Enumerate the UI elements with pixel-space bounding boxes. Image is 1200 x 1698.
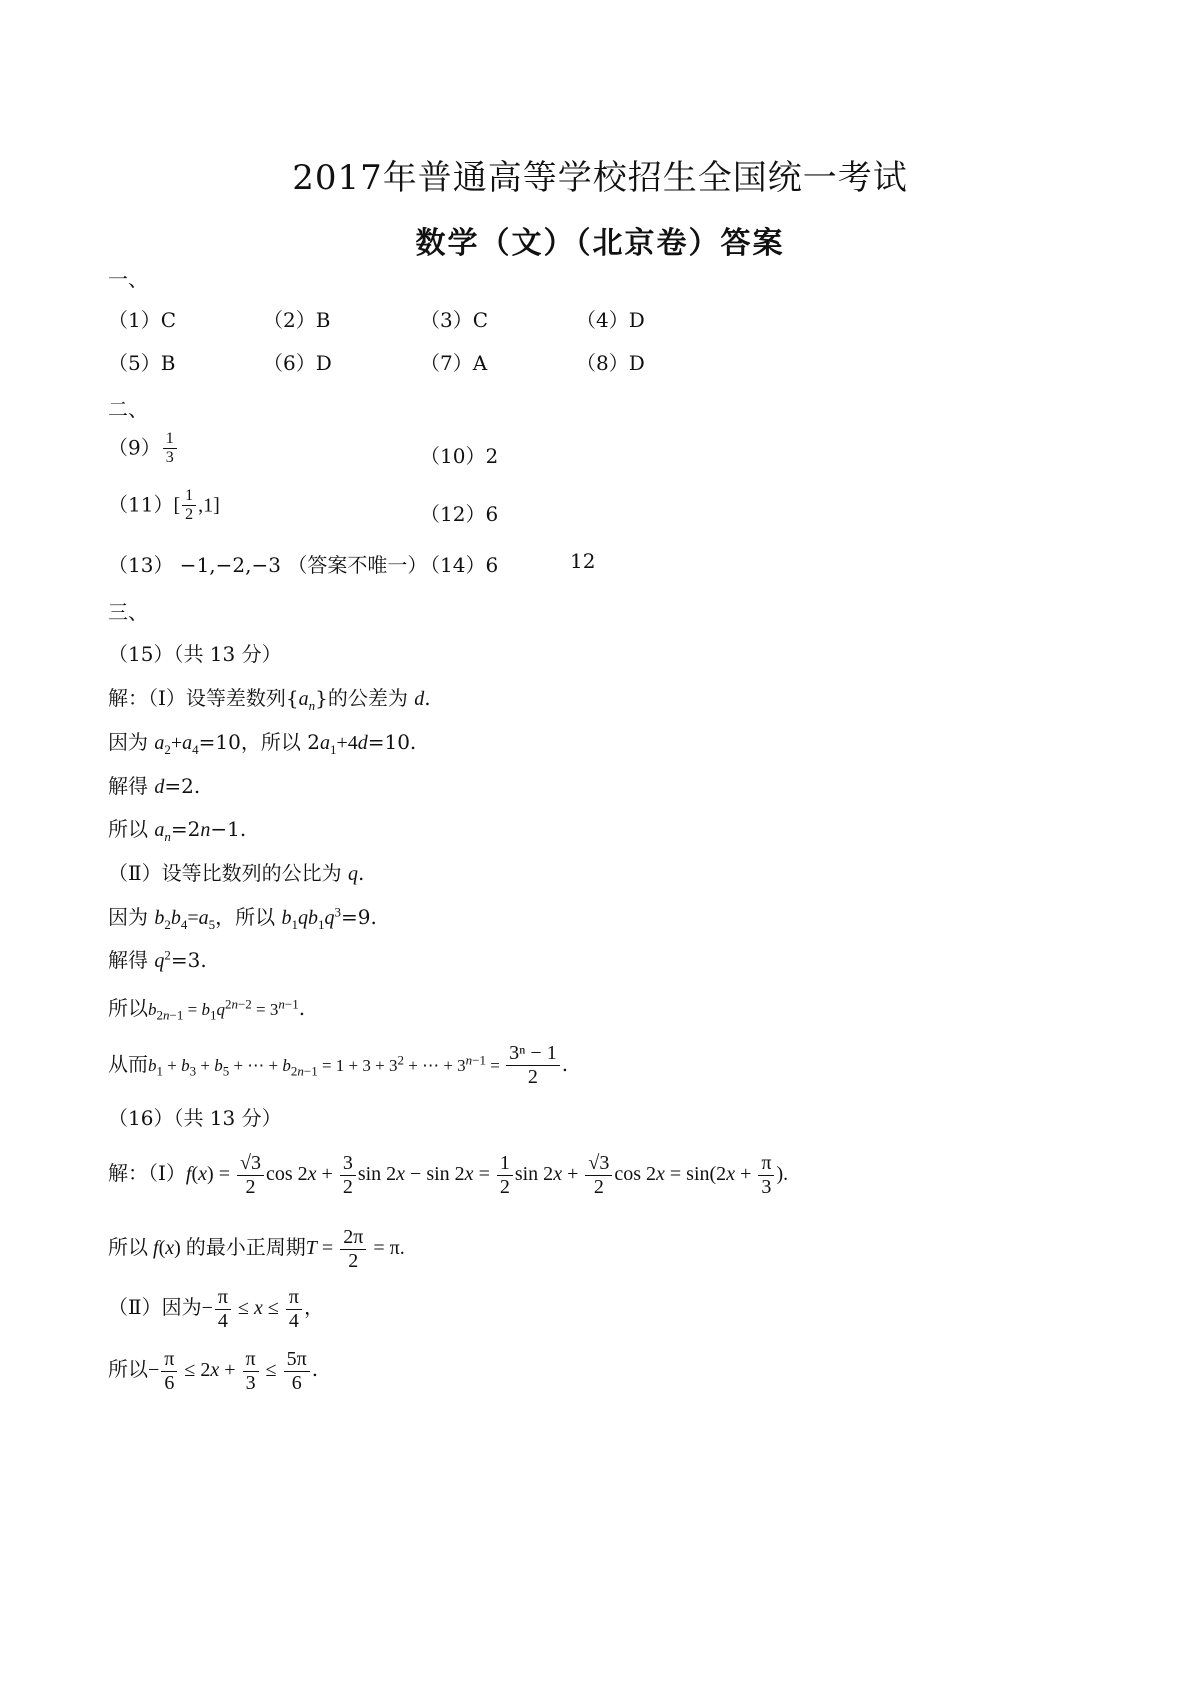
q16-line-2: 所以 f(x) 的最小正周期T = $\frac{2\pi}{2}$ = π. [108, 1226, 405, 1272]
q16-header: （16）（共 13 分） [108, 1106, 282, 1130]
page-subtitle: 数学（文）（北京卷）答案 [415, 226, 785, 261]
q15-line-5: （Ⅱ）设等比数列的公比为 q. [108, 861, 365, 885]
text: . [357, 861, 365, 885]
answer-4: （4）D [576, 308, 645, 332]
interval-close: ,1] [198, 494, 220, 517]
q16-line-4: 所以− $\frac{\pi}{6}$ ≤ 2x + $\frac{\pi}{3}$ ≤ $\frac{5\pi}{6}$ . [108, 1348, 319, 1394]
text: =10，所以 2 [198, 730, 320, 754]
text: . [424, 686, 431, 710]
q15-line-2: 因为 $a_2+a_4=10$，所以 $2a_1+4d=10$. [108, 730, 417, 757]
answer-3: （3）C [420, 308, 489, 332]
text: −1. [210, 817, 247, 841]
answer-11-fraction [182, 487, 196, 525]
text: 从而 [108, 1052, 148, 1076]
answer-1: （1）C [108, 308, 177, 332]
answer-6: （6）D [263, 351, 332, 375]
fraction-numerator: 1 [163, 430, 177, 449]
q15-line-1: 解：（Ⅰ）设等差数列$\{a_n\}$的公差为 d. [108, 686, 431, 713]
section-3-label: 三、 [108, 600, 148, 624]
text: . [298, 996, 306, 1020]
answer-9-label: （9） [108, 435, 161, 460]
text: =3. [170, 948, 207, 972]
text: . [311, 1357, 319, 1382]
answer-7: （7）A [420, 351, 488, 375]
answer-12: （12）6 [420, 502, 499, 526]
answer-14: （14）6 [420, 553, 499, 577]
answer-9 [108, 430, 179, 468]
text: 的最小正周期 [185, 1235, 306, 1260]
page-title: 2017年普通高等学校招生全国统一考试 [292, 158, 908, 198]
answer-5: （5）B [108, 351, 176, 375]
q15-sum-fraction [506, 1042, 560, 1089]
q15-line-3: 解得 d=2. [108, 774, 201, 798]
fraction-denominator: 3 [165, 449, 174, 467]
text: =10. [367, 730, 417, 754]
text: 因为 [108, 905, 155, 929]
text: （Ⅱ）设等比数列的公比为 [108, 861, 348, 885]
text: 因为 [108, 730, 155, 754]
answer-9-fraction [163, 430, 177, 468]
fraction-denominator: 2 [185, 506, 194, 524]
text: =9. [341, 905, 377, 929]
section-2-label: 二、 [108, 397, 148, 421]
interval-open: [ [173, 494, 181, 517]
text: 解得 [108, 774, 155, 798]
answer-13: （13） −1,−2,−3 （答案不唯一） [108, 553, 428, 577]
text: =2 [170, 817, 201, 841]
q15-line-7: 解得 $q^2=3$. [108, 947, 207, 972]
answer-10: （10）2 [420, 444, 499, 468]
answer-11-label: （11） [108, 492, 174, 517]
q15-line-9: 从而$b_1 + b_3 + b_5$ + ⋯ + $b_{2n-1} = 1 + 3 + 3^2$ + ⋯ + $3^{n-1}$ = $\frac{\text{3ⁿ − 1}}{2}$ . [108, 1042, 569, 1088]
q16-line-3: （Ⅱ）因为− $\frac{\pi}{4}$ ≤ x ≤ $\frac{\pi}{4}$ ， [108, 1286, 324, 1332]
fraction-denominator: 2 [527, 1066, 538, 1088]
fraction-numerator: 1 [182, 487, 196, 506]
text: （Ⅱ）因为 [108, 1295, 202, 1320]
q15-header: （15）（共 13 分） [108, 642, 282, 666]
text: ， [303, 1295, 324, 1320]
text: 所以 [108, 817, 155, 841]
text: =2. [164, 774, 201, 798]
section-1-label: 一、 [108, 267, 148, 291]
fraction-numerator: 3ⁿ − 1 [506, 1042, 560, 1066]
text: 所以 [108, 1235, 148, 1260]
text: . [561, 1052, 569, 1076]
text: 解得 [108, 948, 155, 972]
text: ，所以 [215, 905, 282, 929]
answer-8: （8）D [576, 351, 645, 375]
answer-14-second: 12 [570, 549, 596, 573]
answer-11 [108, 487, 220, 525]
q16-line-1: 解：（Ⅰ）f(x) = $\frac{√3}{2}$ cos 2x + $\frac{3}{2}$ sin 2x − sin 2x = $\frac{1}{2}$ sin 2x + $\frac{√3}{2}$ cos 2x = sin(2x + $\frac{\pi}{3}$ ). [108, 1152, 789, 1198]
answer-2: （2）B [263, 308, 331, 332]
text: 解：（Ⅰ） [108, 1161, 186, 1186]
q15-line-6: 因为 $b_2b_4=a_5$，所以 $b_1qb_1q^3=9$. [108, 904, 377, 932]
text: }的公差为 [315, 686, 415, 710]
q15-line-8: 所以$b_{2n-1} = b_1q^{2n-2} = 3^{n-1}$. [108, 996, 306, 1023]
q15-line-4: 所以 $a_n=2n-1$. [108, 817, 247, 844]
text: 所以 [108, 996, 148, 1020]
text: 所以 [108, 1357, 148, 1382]
text: 解：（Ⅰ）设等差数列{ [108, 686, 299, 710]
